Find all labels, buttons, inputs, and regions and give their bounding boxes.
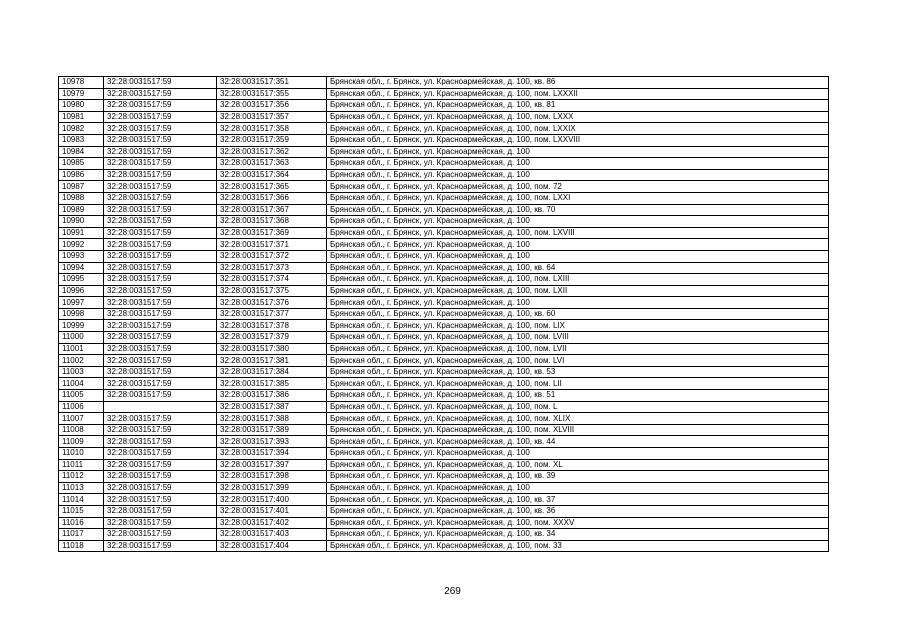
parent-cadastral-number-cell: 32:28:0031517:59 [104, 134, 217, 146]
row-number-cell: 10980 [59, 100, 104, 112]
parent-cadastral-number-cell: 32:28:0031517:59 [104, 262, 217, 274]
row-number-cell: 10998 [59, 308, 104, 320]
row-number-cell: 11018 [59, 540, 104, 552]
row-number-cell: 10979 [59, 88, 104, 100]
cadastral-number-cell: 32:28:0031517:404 [217, 540, 327, 552]
table-row [59, 227, 829, 239]
cadastral-number-cell: 32:28:0031517:400 [217, 494, 327, 506]
address-cell: Брянская обл., г. Брянск, ул. Красноармейская, д. 100, кв. 34 [327, 529, 829, 541]
address-cell: Брянская обл., г. Брянск, ул. Красноармейская, д. 100, пом. XL [327, 459, 829, 471]
row-number-cell: 11009 [59, 436, 104, 448]
table-row [59, 424, 829, 436]
parent-cadastral-number-cell: 32:28:0031517:59 [104, 77, 217, 89]
cadastral-number-cell: 32:28:0031517:371 [217, 239, 327, 251]
row-number-cell: 11004 [59, 378, 104, 390]
table-row [59, 308, 829, 320]
row-number-cell: 10990 [59, 216, 104, 228]
cadastral-number-cell: 32:28:0031517:363 [217, 158, 327, 170]
row-number-cell: 10989 [59, 204, 104, 216]
cadastral-number-cell: 32:28:0031517:377 [217, 308, 327, 320]
cadastral-number-cell: 32:28:0031517:399 [217, 482, 327, 494]
parent-cadastral-number-cell: 32:28:0031517:59 [104, 320, 217, 332]
parent-cadastral-number-cell: 32:28:0031517:59 [104, 366, 217, 378]
address-cell: Брянская обл., г. Брянск, ул. Красноармейская, д. 100 [327, 158, 829, 170]
address-cell: Брянская обл., г. Брянск, ул. Красноармейская, д. 100, пом. LXXIX [327, 123, 829, 135]
row-number-cell: 11017 [59, 529, 104, 541]
cadastral-number-cell: 32:28:0031517:378 [217, 320, 327, 332]
address-cell: Брянская обл., г. Брянск, ул. Красноармейская, д. 100 [327, 297, 829, 309]
parent-cadastral-number-cell: 32:28:0031517:59 [104, 505, 217, 517]
address-cell: Брянская обл., г. Брянск, ул. Красноармейская, д. 100 [327, 239, 829, 251]
table-row [59, 401, 829, 413]
parent-cadastral-number-cell: 32:28:0031517:59 [104, 88, 217, 100]
table-row [59, 436, 829, 448]
parent-cadastral-number-cell: 32:28:0031517:59 [104, 111, 217, 123]
cadastral-number-cell: 32:28:0031517:362 [217, 146, 327, 158]
cadastral-number-cell: 32:28:0031517:359 [217, 134, 327, 146]
address-cell: Брянская обл., г. Брянск, ул. Красноармейская, д. 100 [327, 250, 829, 262]
address-cell: Брянская обл., г. Брянск, ул. Красноармейская, д. 100, пом. LXXX [327, 111, 829, 123]
parent-cadastral-number-cell: 32:28:0031517:59 [104, 459, 217, 471]
address-cell: Брянская обл., г. Брянск, ул. Красноармейская, д. 100, кв. 51 [327, 390, 829, 402]
cadastral-number-cell: 32:28:0031517:358 [217, 123, 327, 135]
row-number-cell: 11006 [59, 401, 104, 413]
row-number-cell: 11001 [59, 343, 104, 355]
row-number-cell: 10994 [59, 262, 104, 274]
address-cell: Брянская обл., г. Брянск, ул. Красноармейская, д. 100, пом. LXVIII [327, 227, 829, 239]
address-cell: Брянская обл., г. Брянск, ул. Красноармейская, д. 100, пом. 72 [327, 181, 829, 193]
row-number-cell: 10983 [59, 134, 104, 146]
address-cell: Брянская обл., г. Брянск, ул. Красноармейская, д. 100, пом. XLVIII [327, 424, 829, 436]
table-row [59, 250, 829, 262]
row-number-cell: 11013 [59, 482, 104, 494]
row-number-cell: 11005 [59, 390, 104, 402]
address-cell: Брянская обл., г. Брянск, ул. Красноармейская, д. 100, кв. 37 [327, 494, 829, 506]
parent-cadastral-number-cell: 32:28:0031517:59 [104, 181, 217, 193]
address-cell: Брянская обл., г. Брянск, ул. Красноармейская, д. 100, кв. 64 [327, 262, 829, 274]
table-row [59, 88, 829, 100]
row-number-cell: 11003 [59, 366, 104, 378]
parent-cadastral-number-cell: 32:28:0031517:59 [104, 227, 217, 239]
table-row [59, 204, 829, 216]
table-row [59, 285, 829, 297]
table-row [59, 459, 829, 471]
row-number-cell: 10985 [59, 158, 104, 170]
parent-cadastral-number-cell: 32:28:0031517:59 [104, 529, 217, 541]
cadastral-number-cell: 32:28:0031517:367 [217, 204, 327, 216]
cadastral-number-cell: 32:28:0031517:380 [217, 343, 327, 355]
table-row [59, 192, 829, 204]
parent-cadastral-number-cell: 32:28:0031517:59 [104, 239, 217, 251]
address-cell: Брянская обл., г. Брянск, ул. Красноармейская, д. 100, пом. LXXVIII [327, 134, 829, 146]
table-row [59, 100, 829, 112]
address-cell: Брянская обл., г. Брянск, ул. Красноармейская, д. 100, кв. 81 [327, 100, 829, 112]
address-cell: Брянская обл., г. Брянск, ул. Красноармейская, д. 100, пом. LXXXII [327, 88, 829, 100]
cadastral-number-cell: 32:28:0031517:381 [217, 355, 327, 367]
address-cell: Брянская обл., г. Брянск, ул. Красноармейская, д. 100, кв. 36 [327, 505, 829, 517]
parent-cadastral-number-cell: 32:28:0031517:59 [104, 436, 217, 448]
parent-cadastral-number-cell: 32:28:0031517:59 [104, 378, 217, 390]
parent-cadastral-number-cell: 32:28:0031517:59 [104, 308, 217, 320]
table-row [59, 320, 829, 332]
table-row [59, 146, 829, 158]
row-number-cell: 11012 [59, 471, 104, 483]
row-number-cell: 10997 [59, 297, 104, 309]
cadastral-number-cell: 32:28:0031517:385 [217, 378, 327, 390]
row-number-cell: 11014 [59, 494, 104, 506]
cadastral-number-cell: 32:28:0031517:397 [217, 459, 327, 471]
row-number-cell: 11010 [59, 448, 104, 460]
row-number-cell: 10995 [59, 274, 104, 286]
cadastral-number-cell: 32:28:0031517:368 [217, 216, 327, 228]
cadastral-number-cell: 32:28:0031517:373 [217, 262, 327, 274]
address-cell: Брянская обл., г. Брянск, ул. Красноармейская, д. 100, кв. 44 [327, 436, 829, 448]
table-row [59, 297, 829, 309]
address-cell: Брянская обл., г. Брянск, ул. Красноармейская, д. 100, кв. 86 [327, 77, 829, 89]
address-cell: Брянская обл., г. Брянск, ул. Красноармейская, д. 100, пом. LIX [327, 320, 829, 332]
address-cell: Брянская обл., г. Брянск, ул. Красноармейская, д. 100 [327, 146, 829, 158]
table-row [59, 134, 829, 146]
property-register-table [58, 76, 829, 552]
row-number-cell: 10984 [59, 146, 104, 158]
address-cell: Брянская обл., г. Брянск, ул. Красноармейская, д. 100, пом. LXXI [327, 192, 829, 204]
row-number-cell: 11008 [59, 424, 104, 436]
parent-cadastral-number-cell: 32:28:0031517:59 [104, 285, 217, 297]
row-number-cell: 10986 [59, 169, 104, 181]
table-row [59, 378, 829, 390]
cadastral-number-cell: 32:28:0031517:394 [217, 448, 327, 460]
parent-cadastral-number-cell: 32:28:0031517:59 [104, 123, 217, 135]
table-row [59, 448, 829, 460]
cadastral-number-cell: 32:28:0031517:375 [217, 285, 327, 297]
parent-cadastral-number-cell: 32:28:0031517:59 [104, 540, 217, 552]
address-cell: Брянская обл., г. Брянск, ул. Красноармейская, д. 100, пом. LXII [327, 285, 829, 297]
parent-cadastral-number-cell: 32:28:0031517:59 [104, 424, 217, 436]
cadastral-number-cell: 32:28:0031517:393 [217, 436, 327, 448]
row-number-cell: 11007 [59, 413, 104, 425]
cadastral-number-cell: 32:28:0031517:402 [217, 517, 327, 529]
table-row [59, 505, 829, 517]
table-row [59, 343, 829, 355]
parent-cadastral-number-cell: 32:28:0031517:59 [104, 448, 217, 460]
table-row [59, 274, 829, 286]
parent-cadastral-number-cell: 32:28:0031517:59 [104, 250, 217, 262]
parent-cadastral-number-cell: 32:28:0031517:59 [104, 100, 217, 112]
parent-cadastral-number-cell [104, 401, 217, 413]
cadastral-number-cell: 32:28:0031517:355 [217, 88, 327, 100]
row-number-cell: 10987 [59, 181, 104, 193]
table-row [59, 262, 829, 274]
parent-cadastral-number-cell: 32:28:0031517:59 [104, 204, 217, 216]
cadastral-number-cell: 32:28:0031517:364 [217, 169, 327, 181]
row-number-cell: 10982 [59, 123, 104, 135]
address-cell: Брянская обл., г. Брянск, ул. Красноармейская, д. 100, кв. 53 [327, 366, 829, 378]
parent-cadastral-number-cell: 32:28:0031517:59 [104, 332, 217, 344]
table-row [59, 181, 829, 193]
address-cell: Брянская обл., г. Брянск, ул. Красноармейская, д. 100, кв. 70 [327, 204, 829, 216]
table-row [59, 123, 829, 135]
page-number: 269 [444, 586, 461, 597]
address-cell: Брянская обл., г. Брянск, ул. Красноармейская, д. 100, пом. LVI [327, 355, 829, 367]
cadastral-number-cell: 32:28:0031517:357 [217, 111, 327, 123]
table-row [59, 158, 829, 170]
cadastral-number-cell: 32:28:0031517:398 [217, 471, 327, 483]
parent-cadastral-number-cell: 32:28:0031517:59 [104, 355, 217, 367]
address-cell: Брянская обл., г. Брянск, ул. Красноармейская, д. 100 [327, 448, 829, 460]
parent-cadastral-number-cell: 32:28:0031517:59 [104, 297, 217, 309]
parent-cadastral-number-cell: 32:28:0031517:59 [104, 146, 217, 158]
parent-cadastral-number-cell: 32:28:0031517:59 [104, 494, 217, 506]
table-row [59, 216, 829, 228]
table-row [59, 517, 829, 529]
row-number-cell: 11011 [59, 459, 104, 471]
address-cell: Брянская обл., г. Брянск, ул. Красноармейская, д. 100, кв. 60 [327, 308, 829, 320]
cadastral-number-cell: 32:28:0031517:379 [217, 332, 327, 344]
address-cell: Брянская обл., г. Брянск, ул. Красноармейская, д. 100, пом. XLIX [327, 413, 829, 425]
table-row [59, 390, 829, 402]
address-cell: Брянская обл., г. Брянск, ул. Красноармейская, д. 100, пом. LXIII [327, 274, 829, 286]
cadastral-number-cell: 32:28:0031517:384 [217, 366, 327, 378]
address-cell: Брянская обл., г. Брянск, ул. Красноармейская, д. 100 [327, 216, 829, 228]
address-cell: Брянская обл., г. Брянск, ул. Красноармейская, д. 100, пом. LII [327, 378, 829, 390]
table-row [59, 111, 829, 123]
row-number-cell: 10993 [59, 250, 104, 262]
table-row [59, 239, 829, 251]
cadastral-number-cell: 32:28:0031517:369 [217, 227, 327, 239]
parent-cadastral-number-cell: 32:28:0031517:59 [104, 517, 217, 529]
row-number-cell: 10981 [59, 111, 104, 123]
parent-cadastral-number-cell: 32:28:0031517:59 [104, 471, 217, 483]
row-number-cell: 11000 [59, 332, 104, 344]
row-number-cell: 10991 [59, 227, 104, 239]
table-row [59, 494, 829, 506]
address-cell: Брянская обл., г. Брянск, ул. Красноармейская, д. 100, кв. 39 [327, 471, 829, 483]
address-cell: Брянская обл., г. Брянск, ул. Красноармейская, д. 100, пом. XXXV [327, 517, 829, 529]
parent-cadastral-number-cell: 32:28:0031517:59 [104, 343, 217, 355]
table-row [59, 482, 829, 494]
row-number-cell: 11002 [59, 355, 104, 367]
parent-cadastral-number-cell: 32:28:0031517:59 [104, 216, 217, 228]
table-row [59, 471, 829, 483]
row-number-cell: 11015 [59, 505, 104, 517]
cadastral-number-cell: 32:28:0031517:386 [217, 390, 327, 402]
parent-cadastral-number-cell: 32:28:0031517:59 [104, 192, 217, 204]
table-row [59, 540, 829, 552]
table-row [59, 77, 829, 89]
cadastral-number-cell: 32:28:0031517:372 [217, 250, 327, 262]
table-row [59, 529, 829, 541]
parent-cadastral-number-cell: 32:28:0031517:59 [104, 413, 217, 425]
cadastral-number-cell: 32:28:0031517:401 [217, 505, 327, 517]
cadastral-number-cell: 32:28:0031517:365 [217, 181, 327, 193]
register-table-body [59, 77, 829, 552]
address-cell: Брянская обл., г. Брянск, ул. Красноармейская, д. 100, пом. LVIII [327, 332, 829, 344]
row-number-cell: 10996 [59, 285, 104, 297]
cadastral-number-cell: 32:28:0031517:389 [217, 424, 327, 436]
row-number-cell: 10999 [59, 320, 104, 332]
table-row [59, 366, 829, 378]
row-number-cell: 10988 [59, 192, 104, 204]
parent-cadastral-number-cell: 32:28:0031517:59 [104, 482, 217, 494]
table-row [59, 332, 829, 344]
address-cell: Брянская обл., г. Брянск, ул. Красноармейская, д. 100, пом. L [327, 401, 829, 413]
cadastral-number-cell: 32:28:0031517:388 [217, 413, 327, 425]
parent-cadastral-number-cell: 32:28:0031517:59 [104, 274, 217, 286]
parent-cadastral-number-cell: 32:28:0031517:59 [104, 158, 217, 170]
row-number-cell: 10978 [59, 77, 104, 89]
cadastral-number-cell: 32:28:0031517:351 [217, 77, 327, 89]
table-row [59, 355, 829, 367]
address-cell: Брянская обл., г. Брянск, ул. Красноармейская, д. 100 [327, 482, 829, 494]
parent-cadastral-number-cell: 32:28:0031517:59 [104, 169, 217, 181]
address-cell: Брянская обл., г. Брянск, ул. Красноармейская, д. 100 [327, 169, 829, 181]
row-number-cell: 11016 [59, 517, 104, 529]
cadastral-number-cell: 32:28:0031517:366 [217, 192, 327, 204]
parent-cadastral-number-cell: 32:28:0031517:59 [104, 390, 217, 402]
address-cell: Брянская обл., г. Брянск, ул. Красноармейская, д. 100, пом. 33 [327, 540, 829, 552]
row-number-cell: 10992 [59, 239, 104, 251]
address-cell: Брянская обл., г. Брянск, ул. Красноармейская, д. 100, пом. LVII [327, 343, 829, 355]
cadastral-number-cell: 32:28:0031517:403 [217, 529, 327, 541]
cadastral-number-cell: 32:28:0031517:387 [217, 401, 327, 413]
cadastral-number-cell: 32:28:0031517:356 [217, 100, 327, 112]
table-row [59, 169, 829, 181]
cadastral-number-cell: 32:28:0031517:374 [217, 274, 327, 286]
table-row [59, 413, 829, 425]
cadastral-number-cell: 32:28:0031517:376 [217, 297, 327, 309]
